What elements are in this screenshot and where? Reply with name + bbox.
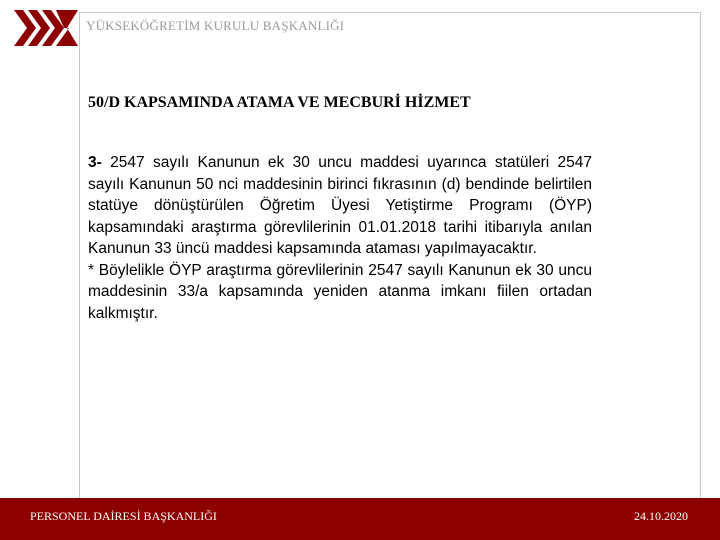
frame-left-border xyxy=(79,12,80,498)
item-number: 3- xyxy=(88,154,102,171)
yok-logo-icon xyxy=(14,10,78,46)
slide-title: 50/D KAPSAMINDA ATAMA VE MECBURİ HİZMET xyxy=(88,94,471,111)
slide-content xyxy=(88,152,592,324)
organization-title: YÜKSEKÖĞRETİM KURULU BAŞKANLIĞI xyxy=(86,18,345,33)
paragraph-1-text: 2547 sayılı Kanunun ek 30 uncu maddesi uyarınca statüleri 2547 sayılı Kanunun 50 nci maddesinin birinci fıkrasının (d) bendinde belirtilen statüye dönüştürülen Öğretim Üyesi Yetiştirme Programı (ÖYP) kapsamındaki araştırma görevlilerinin 01.01.2018 tarihi itibarıyla anılan Kanunun 33 üncü maddesi kapsamında ataması yapılmayacaktır. xyxy=(88,154,592,257)
footer-date: 24.10.2020 xyxy=(634,509,688,523)
footer-department: PERSONEL DAİRESİ BAŞKANLIĞI xyxy=(30,509,217,523)
paragraph-note: * Böylelikle ÖYP araştırma görevlilerinin 2547 sayılı Kanunun ek 30 uncu maddesinin 33/a kapsamında yeniden atanma imkanı fiilen ortadan kalkmıştır. xyxy=(88,261,592,322)
frame-top-border xyxy=(79,12,701,13)
paragraph-item-3 xyxy=(88,152,592,260)
frame-right-border xyxy=(700,12,701,498)
